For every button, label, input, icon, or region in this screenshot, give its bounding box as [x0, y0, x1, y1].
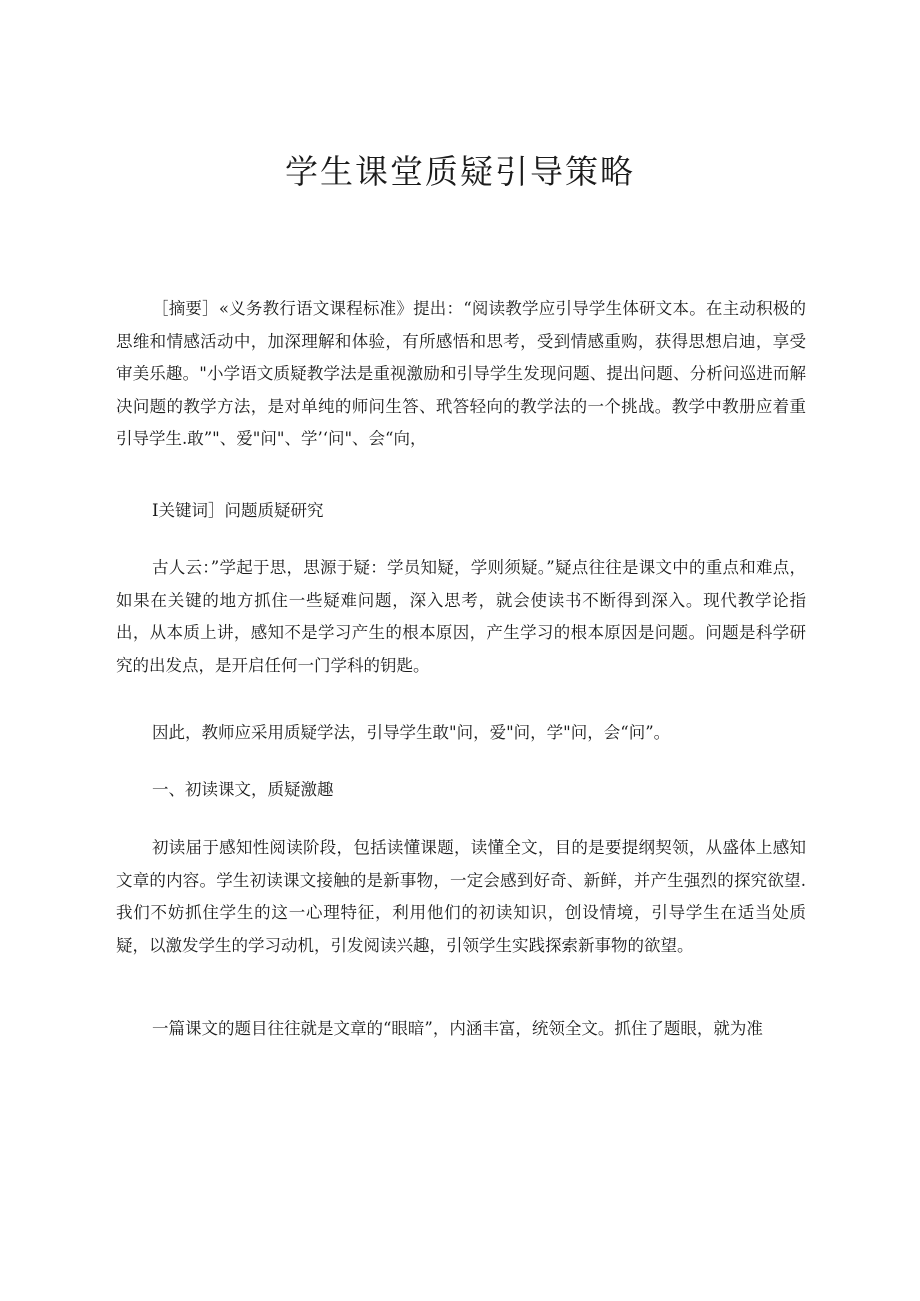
body-paragraph-therefore: 因此，教师应采用质疑学法，引导学生敢"问，爱"问，学"问，会“问”。: [152, 723, 671, 742]
body-paragraph-title-eye: 一篇课文的题目往往就是文章的“眼暗”，内涵丰富，统领全文。抓住了题眼，就为准: [152, 1019, 763, 1038]
keywords-paragraph: I关键词］问题质疑研究: [152, 501, 324, 520]
abstract-paragraph: ［摘要］«义务教行语文课程标准》提出：“阅读教学应引导学生体研文本。在主动积极的思维和情感活动中，加深理解和体验，有所感悟和思考，受到情感重购，获得思想启迪，享受审美乐趣。"小学语文质疑教学法是重视激励和引导学生发现问题、提出问题、分析问巡进而解决问题的教学方法，是对单纯的师问生答、玳答轻向的教学法的一个挑战。教学中教册应着重引导学生.敢”"、爱"问"、学’‘问"、会“向，: [116, 299, 806, 449]
section-heading-1: 一、初读课文，质疑激趣: [152, 780, 334, 799]
body-paragraph-ancient-quote: 古人云：”学起于思，思源于疑：学员知疑，学则须疑。”疑点往往是课文中的重点和难点，如果在关键的地方抓住一些疑难问题，深入思考，就会使读书不断得到深入。现代教学论指出，从本质上讲，感知不是学习产生的根本原因，产生学习的根本原因是问题。问题是科学研究的出发点，是开启任何一门学科的钥匙。: [116, 558, 806, 675]
body-paragraph-first-reading: 初读届于感知性阅读阶段，包括读懂课题，读懂全文，目的是要提纲契领，从盛体上感知文章的内容。学生初读课文接触的是新事物，一定会感到好奇、新鲜，并产生强烈的探究欲望.我们不妨抓住学生的这一心理特征，利用他们的初读知识，创设情境，引导学生在适当处质疑，以激发学生的学习动机，引发阅读兴趣，引领学生实践探索新事物的欲望。: [116, 838, 806, 955]
document-title: 学生课堂质疑引导策略: [285, 152, 635, 191]
